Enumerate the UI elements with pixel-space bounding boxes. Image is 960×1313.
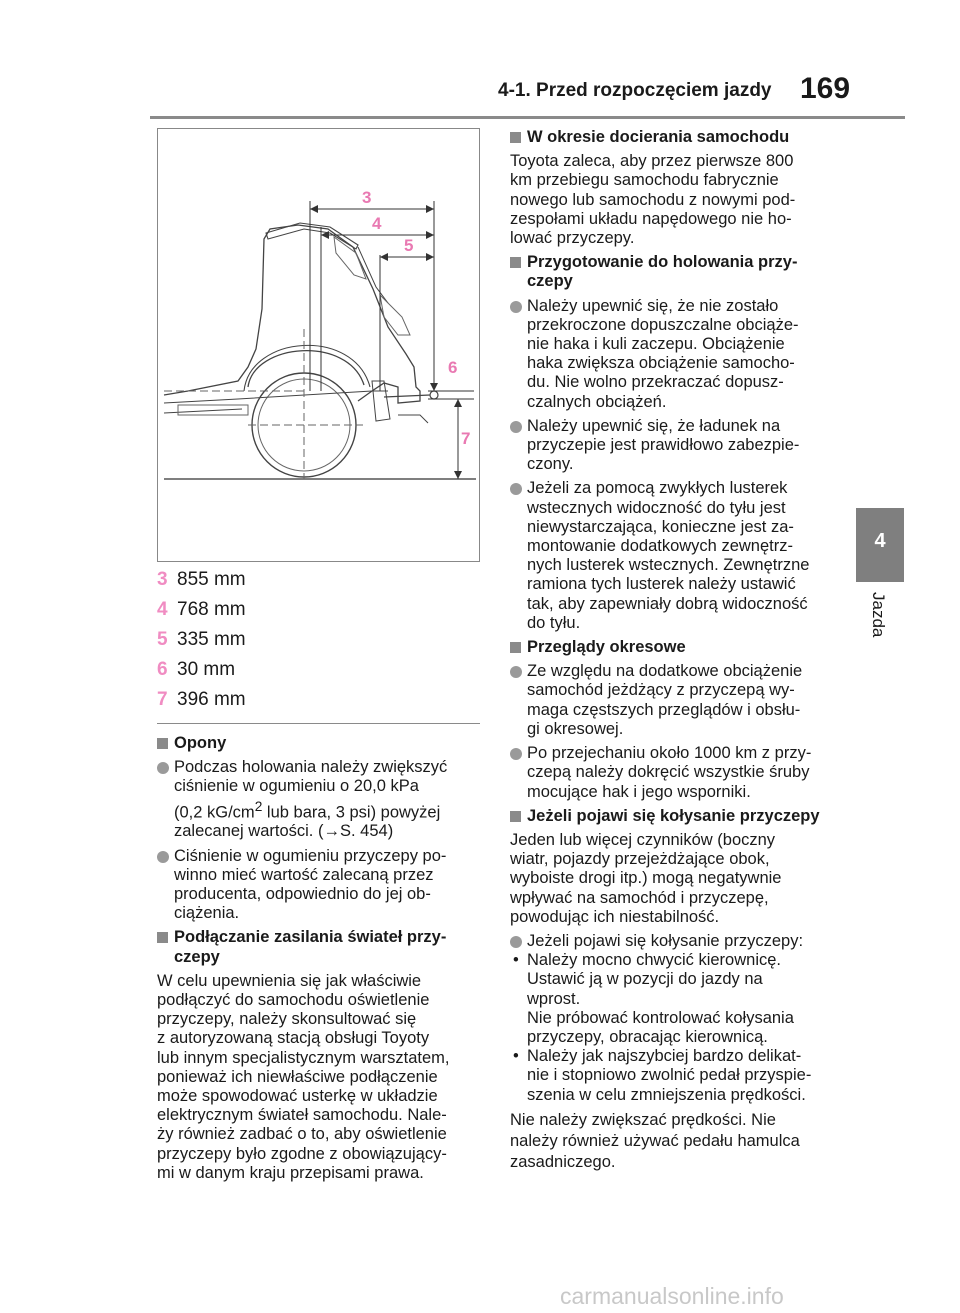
measurement-6: 6 30 mm	[157, 659, 236, 680]
heading-break-in: W okresie docierania samochodu	[510, 128, 840, 147]
left-column	[157, 734, 487, 1188]
heading-opony: Opony	[157, 734, 487, 753]
paragraph-lights: W celu upewnienia się jak właściwie podłączyć do samochodu oświetlenie przyczepy, należy skonsultować się z autoryzowaną stacją obsługi Toyoty lub innym specjalistycznym warsztatem, ponieważ ich niewłaściwe podłączenie może spowodować usterkę w układzie elektrycznym świateł samochodu. Nale- ży również zadbać o to, aby oświetlenie przyczepy było zgodne z obowiązujący- mi w danym kraju przepisami prawa.	[157, 971, 450, 1182]
heading-lights: Podłączanie zasilania świateł przy- czepy	[157, 928, 487, 966]
heading-inspections: Przeglądy okresowe	[510, 638, 840, 657]
paragraph-break-in: Toyota zaleca, aby przez pierwsze 800 km przebiegu samochodu fabrycznie nowego lub samochodu z nowymi pod- zespołami układu napędowego nie ho- lować przyczepy.	[510, 152, 796, 248]
dimension-label-6: 6	[448, 358, 458, 377]
bullet-trailer-tire-pressure: Ciśnienie w ogumieniu przyczepy po- winno mieć wartość zalecaną przez producenta, odpowiednio do jej ob- ciążenia.	[157, 847, 487, 924]
bullet-frequent-inspections: Ze względu na dodatkowe obciążenie samochód jeżdżący z przyczepą wy- maga częstszych przeglądów i obsłu- gi okresowej.	[510, 662, 840, 739]
dimension-label-4: 4	[372, 214, 382, 233]
measurement-3: 3 855 mm	[157, 569, 246, 590]
measurement-7: 7 396 mm	[157, 689, 246, 710]
car-rear-illustration	[158, 129, 479, 561]
chapter-tab-label: Jazda	[869, 592, 888, 638]
dimension-label-3: 3	[362, 188, 372, 207]
section-divider	[157, 723, 480, 724]
heading-sway: Jeżeli pojawi się kołysanie przyczepy	[510, 807, 840, 826]
paragraph-sway: Jeden lub więcej czynników (boczny wiatr, pojazdy przejeżdżające obok, wyboiste drogi itp.) mogą negatywnie wpływać na samochód i przyczepę, powodując ich niestabilność.	[510, 830, 782, 926]
bullet-retighten-bolts: Po przejechaniu około 1000 km z przy- czepą należy dokręcić wszystkie śruby mocujące hak i jego wsporniki.	[510, 744, 840, 802]
chapter-tab-number: 4	[874, 530, 886, 552]
bullet-hitch-load: Należy upewnić się, że nie zostało przekroczone dopuszczalne obciąże- nie haka i kuli zaczepu. Obciążenie haka zwiększa obciążenie samocho- du. Nie wolno przekraczać dopusz- czalnych obciążeń.	[510, 297, 840, 412]
right-column	[510, 128, 840, 1178]
bullet-tire-pressure: Podczas holowania należy zwiększyć ciśnienie w ogumieniu o 20,0 kPa (0,2 $kG/cm^2$ lub bara, 3 psi) powyżej zalecanej wartości. (→S. 454)	[157, 758, 487, 841]
bullet-sway-actions: Jeżeli pojawi się kołysanie przyczepy:	[510, 932, 840, 951]
heading-preparation: Przygotowanie do holowania przy- czepy	[510, 253, 840, 291]
dimension-label-7: 7	[461, 429, 471, 448]
watermark: carmanualsonline.info	[560, 1283, 784, 1309]
bullet-cargo-secured: Należy upewnić się, że ładunek na przyczepie jest prawidłowo zabezpie- czony.	[510, 417, 840, 475]
towing-dimensions-figure	[157, 128, 480, 562]
dash-steering: • Należy mocno chwycić kierownicę. Ustawić ją w pozycji do jazdy na wprost. Nie próbować kontrolować kołysania przyczepy, obracając kierownicą.	[510, 951, 840, 1047]
measurement-4: 4 768 mm	[157, 599, 246, 620]
header-rule	[150, 116, 905, 119]
paragraph-final: Nie należy zwiększać prędkości. Nie należy również używać pedału hamulca zasadniczego.	[510, 1110, 800, 1171]
page-reference-arrow-icon: →	[323, 822, 340, 841]
page-reference-link[interactable]: S. 454)	[339, 822, 394, 841]
bullet-mirrors: Jeżeli za pomocą zwykłych lusterek wstecznych widoczność do tyłu jest niewystarczająca, konieczne jest za- montowanie dodatkowych zewnętrz- nych lusterek wstecznych. Zewnętrzne ramiona tych lusterek należy ustawić tak, aby zapewniały dobrą widoczność do tyłu.	[510, 479, 840, 633]
dimension-label-5: 5	[404, 236, 414, 255]
measurement-5: 5 335 mm	[157, 629, 246, 650]
section-title: 4-1. Przed rozpoczęciem jazdy	[498, 80, 772, 101]
dash-accelerator: • Należy jak najszybciej bardzo delikat- nie i stopniowo zwolnić pedał przyspie- szenia w celu zmniejszenia prędkości.	[510, 1047, 840, 1105]
page-number: 169	[800, 72, 851, 105]
